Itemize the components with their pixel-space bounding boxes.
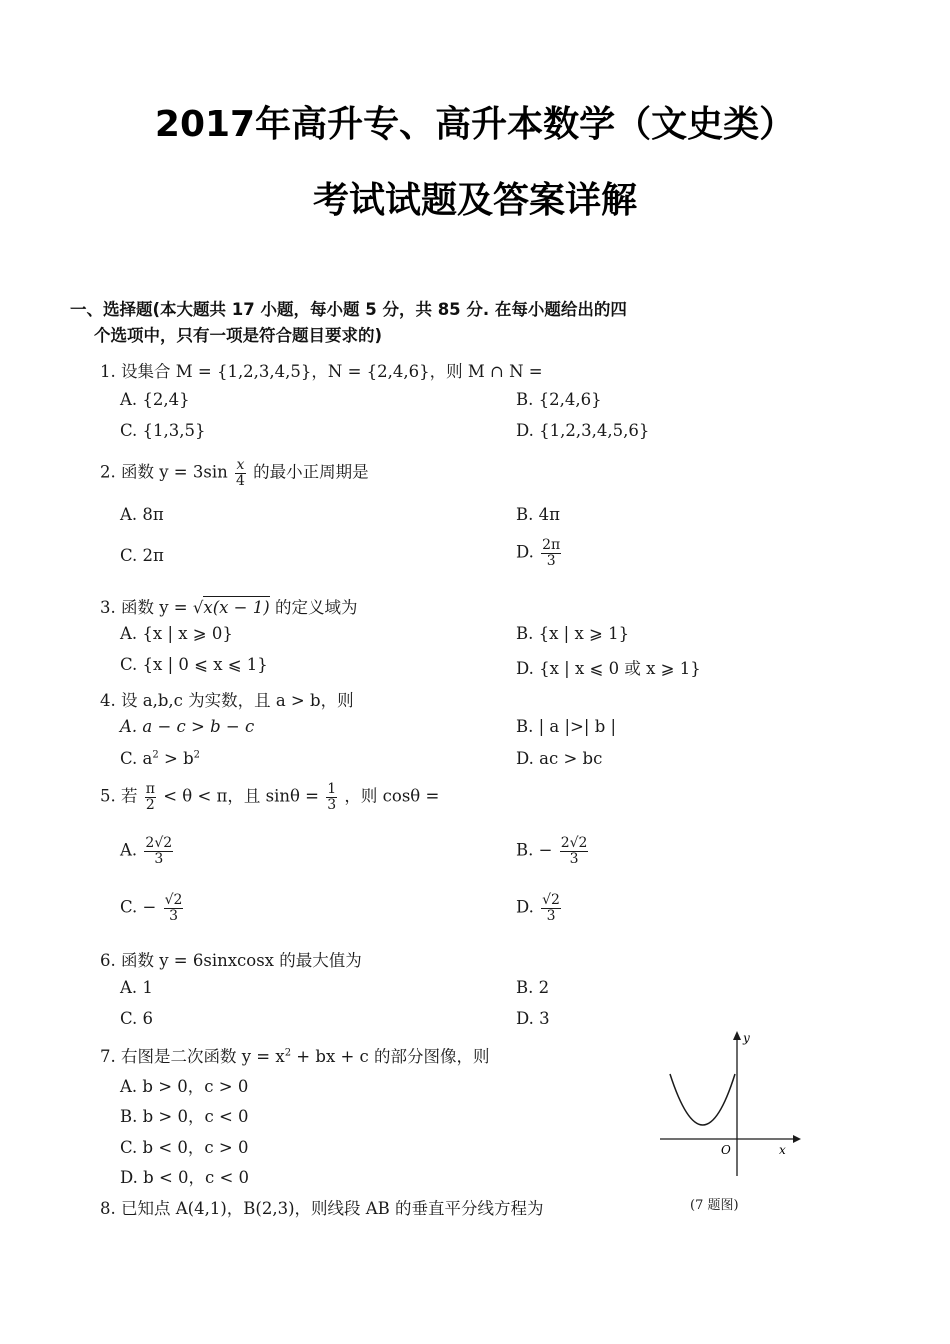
x-axis-label: x xyxy=(779,1143,786,1157)
section-heading-line1: 一、选择题(本大题共 17 小题，每小题 5 分，共 85 分. 在每小题给出的四 xyxy=(70,300,627,319)
q3-option-d: D. {x | x ⩽ 0 或 x ⩾ 1} xyxy=(516,659,701,678)
q7-option-c: C. b < 0，c > 0 xyxy=(120,1138,249,1157)
q3-radicand: x(x − 1) xyxy=(203,598,270,617)
y-axis-label: y xyxy=(743,1031,750,1045)
q4-option-d: D. ac > bc xyxy=(516,749,603,768)
q5-option-a: A. $\frac{2√2}{3}$ xyxy=(120,835,173,867)
q4-option-b: B. | a |>| b | xyxy=(516,717,617,736)
q4-option-c: C. $a^2 > b^2$ xyxy=(120,749,201,768)
q2-fraction: $\frac{x}{4}$ xyxy=(236,457,245,489)
question-4: 4. 设 a,b,c 为实数，且 a > b，则 xyxy=(100,691,354,710)
q3-option-b: B. {x | x ⩾ 1} xyxy=(516,624,630,643)
q1-option-c: C. {1,3,5} xyxy=(120,421,206,440)
question-1: 1. 设集合 M = {1,2,3,4,5}，N = {2,4,6}，则 M ∩ N = xyxy=(100,362,543,381)
q7-option-a: A. b > 0，c > 0 xyxy=(120,1077,249,1096)
q3-option-c: C. {x | 0 ⩽ x ⩽ 1} xyxy=(120,655,268,674)
q2-stem-pre: 2. 函数 y = 3sin xyxy=(100,462,228,482)
q7-parabola-figure xyxy=(655,1026,805,1186)
q1-option-d: D. {1,2,3,4,5,6} xyxy=(516,421,650,440)
q1-option-b: B. {2,4,6} xyxy=(516,390,602,409)
question-8: 8. 已知点 A(4,1)，B(2,3)，则线段 AB 的垂直平分线方程为 xyxy=(100,1199,544,1218)
q3-option-a: A. {x | x ⩾ 0} xyxy=(120,624,233,643)
document-title-line2: 考试试题及答案详解 xyxy=(312,180,637,221)
question-3: 3. 函数 y = √x(x − 1) 的定义域为 xyxy=(100,598,358,617)
q6-option-a: A. 1 xyxy=(120,978,153,997)
q4-option-a: A. a − c > b − c xyxy=(120,717,255,736)
q5-option-c: C. − $\frac{√2}{3}$ xyxy=(120,892,183,924)
question-5: 5. 若 $\frac{\pi}{2}$ < θ < π，且 sinθ = $\frac{1}{3}$ ，则 cosθ = xyxy=(100,781,440,813)
q2-stem-post: 的最小正周期是 xyxy=(253,462,369,482)
q2-option-b: B. 4π xyxy=(516,505,560,524)
question-7: 7. 右图是二次函数 $y = x^2$ + bx + c 的部分图像，则 xyxy=(100,1047,490,1066)
q6-option-c: C. 6 xyxy=(120,1009,154,1028)
q2-option-a: A. 8π xyxy=(120,505,164,524)
y-axis-arrow-icon xyxy=(733,1031,741,1040)
q6-option-b: B. 2 xyxy=(516,978,550,997)
question-2 xyxy=(100,458,369,488)
q2-option-c: C. 2π xyxy=(120,546,164,565)
q7-option-b: B. b > 0，c < 0 xyxy=(120,1107,249,1126)
parabola-curve xyxy=(670,1074,735,1125)
q5-option-d: D. $\frac{√2}{3}$ xyxy=(516,892,560,924)
q5-option-b: B. − $\frac{2√2}{3}$ xyxy=(516,835,588,867)
q7-option-d: D. b < 0，c < 0 xyxy=(120,1168,250,1187)
document-title-line1: 2017年高升专、高升本数学（文史类） xyxy=(154,104,796,145)
x-axis-arrow-icon xyxy=(793,1135,801,1143)
q7-figure-caption: (7 题图) xyxy=(690,1198,739,1213)
origin-label: O xyxy=(721,1143,731,1157)
q2-option-d: D. $\frac{2\pi}{3}$ xyxy=(516,537,561,569)
section-heading-line2: 个选项中，只有一项是符合题目要求的) xyxy=(94,326,383,345)
q1-option-a: A. {2,4} xyxy=(120,390,190,409)
q6-option-d: D. 3 xyxy=(516,1009,550,1028)
question-6: 6. 函数 y = 6sinxcosx 的最大值为 xyxy=(100,951,362,970)
